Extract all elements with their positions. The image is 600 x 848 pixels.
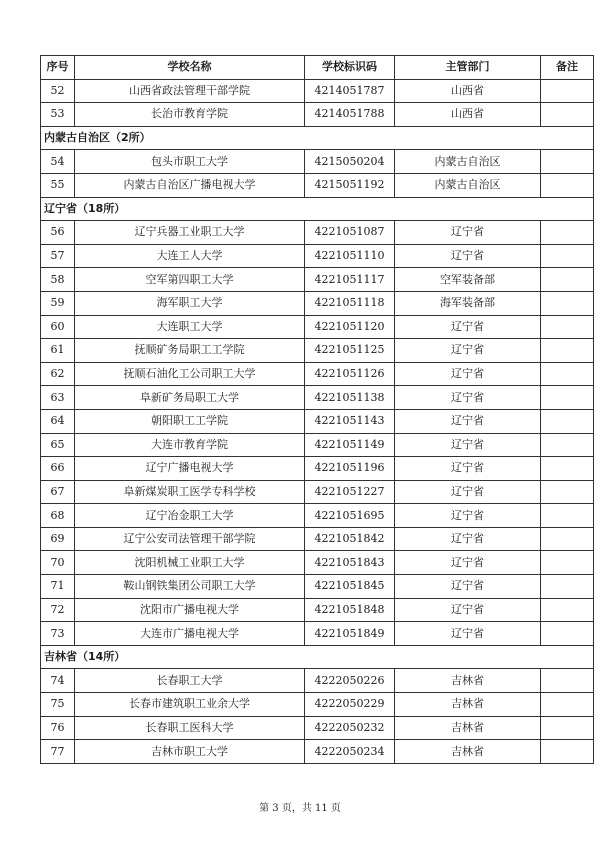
school-code-cell: 4222050234 (305, 740, 395, 764)
serial-number-cell: 77 (41, 740, 75, 764)
remarks-cell (541, 598, 594, 622)
table-row (41, 409, 594, 433)
department-cell: 内蒙古自治区 (395, 150, 541, 174)
school-code-cell: 4221051843 (305, 551, 395, 575)
serial-number-cell: 69 (41, 527, 75, 551)
table-row (41, 527, 594, 551)
serial-number-cell: 75 (41, 693, 75, 717)
school-code-cell: 4221051149 (305, 433, 395, 457)
table-row (41, 79, 594, 103)
school-code-cell: 4221051842 (305, 527, 395, 551)
school-code-cell: 4221051227 (305, 480, 395, 504)
school-name-cell: 大连工人大学 (75, 244, 305, 268)
school-code-cell: 4221051087 (305, 221, 395, 245)
table-row (41, 386, 594, 410)
school-code-cell: 4221051110 (305, 244, 395, 268)
remarks-cell (541, 268, 594, 292)
school-name-cell: 长春职工大学 (75, 669, 305, 693)
table-row (41, 622, 594, 646)
table-row (41, 339, 594, 363)
school-list-table (40, 55, 594, 764)
school-name-cell: 吉林市职工大学 (75, 740, 305, 764)
school-code-cell: 4221051196 (305, 457, 395, 481)
school-code-cell: 4221051849 (305, 622, 395, 646)
remarks-cell (541, 244, 594, 268)
header-row (41, 56, 594, 80)
serial-number-cell: 54 (41, 150, 75, 174)
school-name-cell: 鞍山钢铁集团公司职工大学 (75, 575, 305, 599)
department-cell: 辽宁省 (395, 362, 541, 386)
department-cell: 海军装备部 (395, 291, 541, 315)
remarks-cell (541, 551, 594, 575)
school-code-cell: 4222050229 (305, 693, 395, 717)
table-row (41, 551, 594, 575)
school-name-cell: 空军第四职工大学 (75, 268, 305, 292)
serial-number-cell: 65 (41, 433, 75, 457)
school-code-cell: 4221051117 (305, 268, 395, 292)
school-code-cell: 4222050232 (305, 716, 395, 740)
department-cell: 辽宁省 (395, 527, 541, 551)
serial-number-cell: 70 (41, 551, 75, 575)
school-name-cell: 辽宁冶金职工大学 (75, 504, 305, 528)
school-name-cell: 阜新煤炭职工医学专科学校 (75, 480, 305, 504)
department-cell: 辽宁省 (395, 480, 541, 504)
serial-number-cell: 76 (41, 716, 75, 740)
remarks-cell (541, 339, 594, 363)
header-school-code: 学校标识码 (305, 56, 395, 80)
school-code-cell: 4221051695 (305, 504, 395, 528)
remarks-cell (541, 716, 594, 740)
department-cell: 辽宁省 (395, 315, 541, 339)
school-code-cell: 4222050226 (305, 669, 395, 693)
school-name-cell: 辽宁广播电视大学 (75, 457, 305, 481)
page-footer: 第 3 页，共 11 页 (259, 803, 341, 814)
remarks-cell (541, 150, 594, 174)
serial-number-cell: 53 (41, 103, 75, 127)
remarks-cell (541, 291, 594, 315)
section-title: 吉林省（14所） (41, 645, 594, 669)
department-cell: 辽宁省 (395, 339, 541, 363)
table-body (41, 79, 594, 763)
school-name-cell: 大连职工大学 (75, 315, 305, 339)
table-row (41, 221, 594, 245)
school-code-cell: 4221051118 (305, 291, 395, 315)
serial-number-cell: 62 (41, 362, 75, 386)
table-row (41, 480, 594, 504)
table-row (41, 457, 594, 481)
department-cell: 辽宁省 (395, 244, 541, 268)
serial-number-cell: 72 (41, 598, 75, 622)
serial-number-cell: 74 (41, 669, 75, 693)
remarks-cell (541, 433, 594, 457)
remarks-cell (541, 457, 594, 481)
school-code-cell: 4214051788 (305, 103, 395, 127)
school-name-cell: 沈阳机械工业职工大学 (75, 551, 305, 575)
remarks-cell (541, 409, 594, 433)
school-code-cell: 4215050204 (305, 150, 395, 174)
school-code-cell: 4214051787 (305, 79, 395, 103)
school-code-cell: 4221051138 (305, 386, 395, 410)
school-name-cell: 内蒙古自治区广播电视大学 (75, 173, 305, 197)
table-row (41, 173, 594, 197)
serial-number-cell: 66 (41, 457, 75, 481)
table-row (41, 291, 594, 315)
school-name-cell: 辽宁兵器工业职工大学 (75, 221, 305, 245)
section-row (41, 645, 594, 669)
school-name-cell: 长治市教育学院 (75, 103, 305, 127)
school-name-cell: 沈阳市广播电视大学 (75, 598, 305, 622)
table-row (41, 362, 594, 386)
table-row (41, 716, 594, 740)
school-code-cell: 4221051848 (305, 598, 395, 622)
school-code-cell: 4221051125 (305, 339, 395, 363)
table-row (41, 740, 594, 764)
header-remarks: 备注 (541, 56, 594, 80)
table-row (41, 504, 594, 528)
table-row (41, 575, 594, 599)
serial-number-cell: 64 (41, 409, 75, 433)
department-cell: 吉林省 (395, 740, 541, 764)
remarks-cell (541, 669, 594, 693)
remarks-cell (541, 173, 594, 197)
serial-number-cell: 71 (41, 575, 75, 599)
department-cell: 内蒙古自治区 (395, 173, 541, 197)
header-school-name: 学校名称 (75, 56, 305, 80)
school-code-cell: 4221051845 (305, 575, 395, 599)
table-row (41, 598, 594, 622)
department-cell: 吉林省 (395, 669, 541, 693)
department-cell: 辽宁省 (395, 551, 541, 575)
department-cell: 辽宁省 (395, 433, 541, 457)
table-row (41, 693, 594, 717)
school-name-cell: 抚顺矿务局职工工学院 (75, 339, 305, 363)
serial-number-cell: 63 (41, 386, 75, 410)
remarks-cell (541, 622, 594, 646)
school-name-cell: 大连市教育学院 (75, 433, 305, 457)
department-cell: 辽宁省 (395, 598, 541, 622)
department-cell: 辽宁省 (395, 386, 541, 410)
department-cell: 吉林省 (395, 716, 541, 740)
remarks-cell (541, 386, 594, 410)
serial-number-cell: 61 (41, 339, 75, 363)
department-cell: 辽宁省 (395, 504, 541, 528)
table-row (41, 433, 594, 457)
school-code-cell: 4221051126 (305, 362, 395, 386)
header-department: 主管部门 (395, 56, 541, 80)
remarks-cell (541, 693, 594, 717)
serial-number-cell: 73 (41, 622, 75, 646)
table-row (41, 268, 594, 292)
school-name-cell: 长春职工医科大学 (75, 716, 305, 740)
department-cell: 辽宁省 (395, 575, 541, 599)
department-cell: 辽宁省 (395, 622, 541, 646)
school-name-cell: 包头市职工大学 (75, 150, 305, 174)
serial-number-cell: 58 (41, 268, 75, 292)
section-title: 辽宁省（18所） (41, 197, 594, 221)
school-name-cell: 山西省政法管理干部学院 (75, 79, 305, 103)
remarks-cell (541, 527, 594, 551)
section-row (41, 126, 594, 150)
serial-number-cell: 60 (41, 315, 75, 339)
school-code-cell: 4221051143 (305, 409, 395, 433)
department-cell: 辽宁省 (395, 457, 541, 481)
school-name-cell: 阜新矿务局职工大学 (75, 386, 305, 410)
school-name-cell: 海军职工大学 (75, 291, 305, 315)
school-name-cell: 朝阳职工工学院 (75, 409, 305, 433)
remarks-cell (541, 103, 594, 127)
school-code-cell: 4215051192 (305, 173, 395, 197)
section-title: 内蒙古自治区（2所） (41, 126, 594, 150)
school-name-cell: 大连市广播电视大学 (75, 622, 305, 646)
department-cell: 辽宁省 (395, 409, 541, 433)
department-cell: 空军装备部 (395, 268, 541, 292)
remarks-cell (541, 315, 594, 339)
serial-number-cell: 57 (41, 244, 75, 268)
school-name-cell: 长春市建筑职工业余大学 (75, 693, 305, 717)
table-row (41, 244, 594, 268)
table-row (41, 103, 594, 127)
serial-number-cell: 52 (41, 79, 75, 103)
remarks-cell (541, 740, 594, 764)
remarks-cell (541, 480, 594, 504)
remarks-cell (541, 504, 594, 528)
school-code-cell: 4221051120 (305, 315, 395, 339)
remarks-cell (541, 362, 594, 386)
department-cell: 辽宁省 (395, 221, 541, 245)
school-name-cell: 辽宁公安司法管理干部学院 (75, 527, 305, 551)
remarks-cell (541, 575, 594, 599)
remarks-cell (541, 221, 594, 245)
table-row (41, 150, 594, 174)
table-row (41, 669, 594, 693)
serial-number-cell: 55 (41, 173, 75, 197)
department-cell: 吉林省 (395, 693, 541, 717)
table-row (41, 315, 594, 339)
school-name-cell: 抚顺石油化工公司职工大学 (75, 362, 305, 386)
header-serial-number: 序号 (41, 56, 75, 80)
serial-number-cell: 67 (41, 480, 75, 504)
serial-number-cell: 68 (41, 504, 75, 528)
remarks-cell (541, 79, 594, 103)
section-row (41, 197, 594, 221)
serial-number-cell: 56 (41, 221, 75, 245)
department-cell: 山西省 (395, 79, 541, 103)
serial-number-cell: 59 (41, 291, 75, 315)
department-cell: 山西省 (395, 103, 541, 127)
